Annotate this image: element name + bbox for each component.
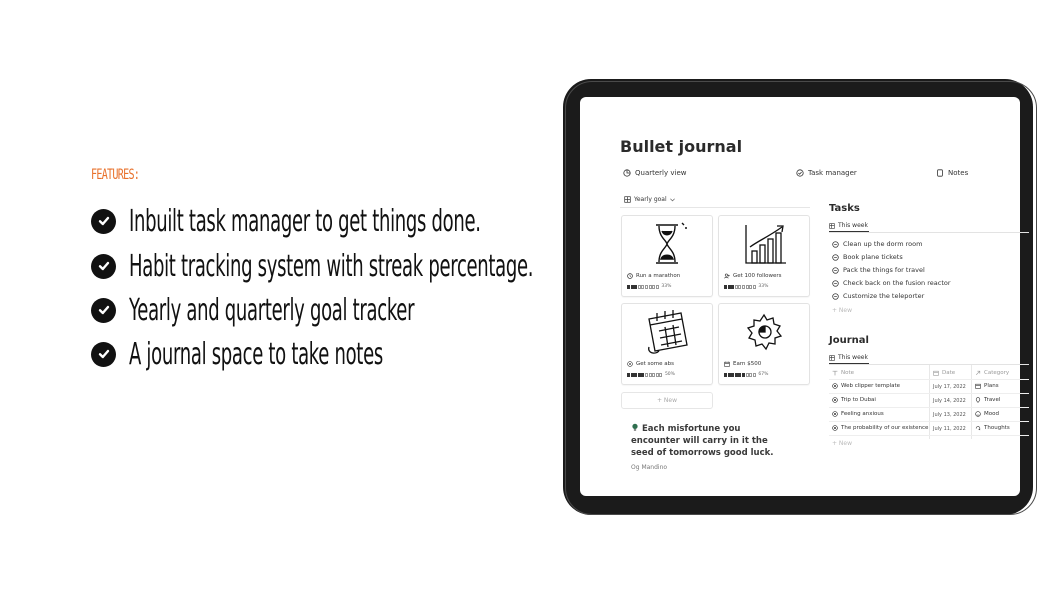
tab-this-week[interactable]: This week [829, 354, 868, 361]
task-item[interactable]: Check back on the fusion reactor [832, 279, 951, 287]
divider [829, 232, 1029, 233]
task-item[interactable]: Book plane tickets [832, 253, 903, 261]
journal-row-date: July 17, 2022 [933, 384, 966, 390]
tab-this-week[interactable]: This week [829, 222, 868, 229]
row-divider [829, 435, 1029, 436]
arrow-icon [975, 370, 981, 376]
progress-segment [738, 373, 741, 377]
checkmark-icon [91, 254, 116, 279]
column-header-category[interactable]: Category [975, 370, 1009, 376]
progress-segment [728, 373, 731, 377]
goal-card[interactable] [718, 215, 810, 297]
progress-segment [631, 285, 634, 289]
goal-card[interactable] [718, 303, 810, 385]
hourglass-illustration [622, 216, 712, 271]
row-divider [829, 421, 1029, 422]
nav-link-label: Quarterly view [635, 169, 687, 177]
circle-dashed-icon [832, 254, 839, 261]
checkmark-icon [91, 209, 116, 234]
check-circle-icon [796, 169, 804, 177]
record-icon [832, 425, 838, 431]
row-divider [829, 379, 1029, 380]
journal-row-note[interactable]: The probability of our existence [832, 425, 928, 431]
new-task-button[interactable]: + New [832, 307, 853, 314]
progress-segment [656, 373, 659, 377]
progress-segment [631, 373, 634, 377]
nav-link-notes[interactable] [936, 169, 968, 177]
journal-row-category: Thoughts [975, 425, 1010, 431]
progress-percent: 33% [758, 284, 769, 289]
journal-heading: Journal [829, 335, 869, 346]
progress-segment [753, 373, 756, 377]
progress-segment [731, 373, 734, 377]
column-header-date[interactable]: Date [933, 370, 955, 376]
feature-item [91, 293, 604, 327]
progress-segment [749, 285, 752, 289]
calendar-icon [975, 383, 981, 389]
feature-text: Habit tracking system with streak percentage. [129, 248, 534, 284]
progress-segment [652, 373, 655, 377]
column-divider [929, 365, 930, 439]
progress-bar [627, 372, 675, 377]
growth-chart-illustration [719, 216, 809, 271]
tasks-heading: Tasks [829, 203, 860, 214]
divider [620, 207, 810, 208]
progress-bar [627, 284, 671, 289]
progress-segment [641, 373, 644, 377]
progress-segment [656, 285, 659, 289]
journal-row-date: July 14, 2022 [933, 398, 966, 404]
goal-card[interactable] [621, 215, 713, 297]
circle-dashed-icon [832, 267, 839, 274]
nav-link-label: Notes [948, 169, 969, 177]
journal-row-note[interactable]: Feeling anxious [832, 411, 884, 417]
progress-segment [627, 373, 630, 377]
progress-segment [634, 285, 637, 289]
progress-segment [742, 285, 745, 289]
progress-segment [746, 373, 749, 377]
progress-segment [749, 373, 752, 377]
progress-percent: 50% [664, 372, 675, 377]
progress-segment [649, 373, 652, 377]
calendar-icon [724, 361, 730, 367]
record-icon [832, 397, 838, 403]
journal-row-category: Plans [975, 383, 999, 389]
page-title: Bullet journal [620, 137, 743, 156]
progress-percent: 67% [758, 372, 769, 377]
progress-segment [724, 285, 727, 289]
thought-icon [975, 425, 981, 431]
journal-row-category: Mood [975, 411, 999, 417]
record-icon [832, 383, 838, 389]
table-icon [829, 223, 835, 229]
row-divider [829, 407, 1029, 408]
view-label: Yearly goal [634, 196, 667, 203]
lightbulb-icon [631, 423, 639, 432]
feature-text: Yearly and quarterly goal tracker [129, 292, 415, 328]
column-header-note[interactable]: Note [832, 370, 854, 376]
journal-row-category: Travel [975, 397, 1000, 403]
calendar-icon [933, 370, 939, 376]
tablet-screen [580, 97, 1020, 496]
task-item[interactable]: Clean up the dorm room [832, 240, 922, 248]
task-item[interactable]: Pack the things for travel [832, 266, 925, 274]
progress-segment [634, 373, 637, 377]
progress-segment [659, 373, 662, 377]
progress-segment [638, 373, 641, 377]
pie-chart-icon [623, 169, 631, 177]
card-title: Get 100 followers [724, 273, 782, 279]
progress-segment [746, 285, 749, 289]
progress-bar [724, 372, 768, 377]
progress-segment [728, 285, 731, 289]
smile-icon [975, 411, 981, 417]
quote-callout [631, 423, 791, 459]
progress-segment [735, 285, 738, 289]
row-divider [829, 393, 1029, 394]
column-divider [971, 365, 972, 439]
gallery-icon [624, 196, 631, 203]
goal-card[interactable] [621, 303, 713, 385]
journal-row-note[interactable]: Trip to Dubai [832, 397, 876, 403]
progress-segment [652, 285, 655, 289]
clock-icon [627, 273, 633, 279]
note-icon [936, 169, 944, 177]
nav-link-task-manager[interactable] [796, 169, 857, 177]
features-label: FEATURES: [91, 167, 140, 183]
progress-segment [742, 373, 745, 377]
table-icon [829, 355, 835, 361]
gear-illustration [719, 304, 809, 359]
checkmark-icon [91, 342, 116, 367]
progress-segment [645, 373, 648, 377]
task-item[interactable]: Customize the teleporter [832, 292, 924, 300]
circle-dashed-icon [832, 293, 839, 300]
nav-link-quarterly-view[interactable] [623, 169, 686, 177]
journal-row-note[interactable]: Web clipper template [832, 383, 900, 389]
feature-text: Inbuilt task manager to get things done. [129, 203, 481, 239]
progress-segment [731, 285, 734, 289]
progress-percent: 33% [661, 284, 672, 289]
quote-text: Each misfortune you encounter will carry in it the seed of tomorrows good luck. [631, 424, 774, 458]
progress-segment [753, 285, 756, 289]
yearly-goal-view-dropdown[interactable] [624, 196, 679, 203]
new-goal-button[interactable]: + New [621, 392, 713, 409]
journal-row-date: July 11, 2022 [933, 426, 966, 432]
calendar-illustration [622, 304, 712, 359]
feature-text: A journal space to take notes [129, 336, 383, 372]
location-pin-icon [975, 397, 981, 403]
progress-segment [724, 373, 727, 377]
progress-segment [649, 285, 652, 289]
progress-segment [641, 285, 644, 289]
circle-dashed-icon [832, 241, 839, 248]
progress-segment [645, 285, 648, 289]
progress-segment [638, 285, 641, 289]
circle-dashed-icon [832, 280, 839, 287]
progress-segment [738, 285, 741, 289]
record-icon [832, 411, 838, 417]
new-journal-entry-button[interactable]: + New [832, 440, 853, 447]
checkmark-icon [91, 298, 116, 323]
feature-item [91, 337, 552, 371]
progress-segment [735, 373, 738, 377]
user-plus-icon [724, 273, 730, 279]
text-icon [832, 370, 838, 376]
chevron-down-icon [669, 196, 676, 203]
progress-bar [724, 284, 768, 289]
progress-segment [627, 285, 630, 289]
quote-author: Og Mandino [631, 464, 668, 471]
target-icon [627, 361, 633, 367]
card-title: Run a marathon [627, 273, 680, 279]
card-title: Earn $500 [724, 361, 761, 367]
card-title: Get some abs [627, 361, 674, 367]
nav-link-label: Task manager [808, 169, 857, 177]
journal-row-date: July 13, 2022 [933, 412, 966, 418]
